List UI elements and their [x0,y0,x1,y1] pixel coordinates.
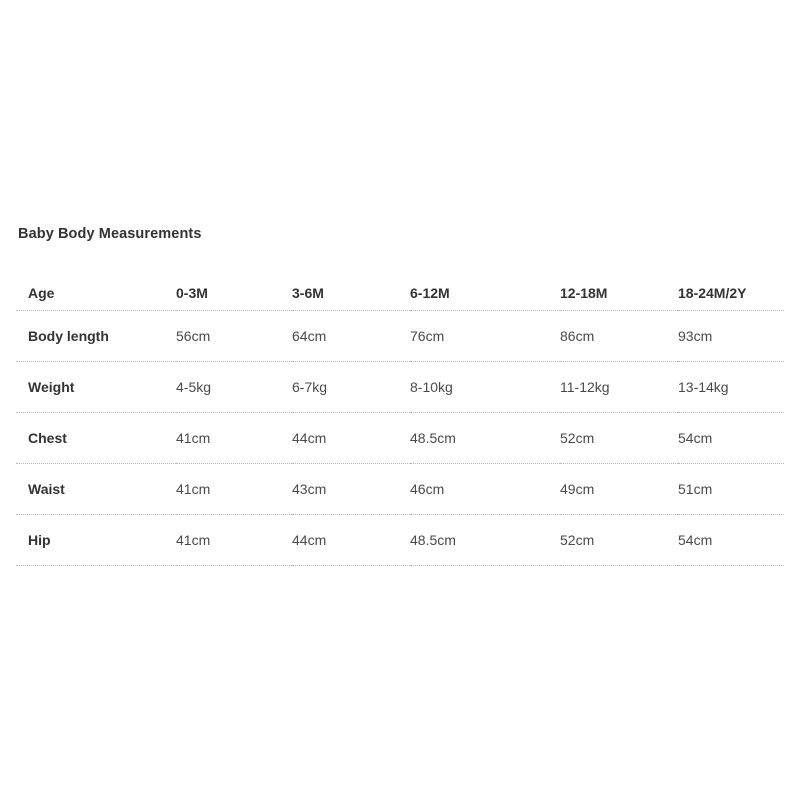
row-label-body-length: Body length [28,328,109,344]
cell-body-length-6-12m: 76cm [410,328,445,344]
table-header-row [16,276,784,311]
cell-weight-6-12m: 8-10kg [410,379,453,395]
cell-chest-6-12m: 48.5cm [410,430,456,446]
table-row [16,413,784,464]
column-header-age: Age [28,285,55,301]
table-header [16,276,784,311]
cell-waist-6-12m: 46cm [410,481,445,497]
cell-weight-12-18m: 11-12kg [560,379,610,395]
column-header-6-12m: 6-12M [410,285,450,301]
row-label-chest: Chest [28,430,67,446]
cell-waist-0-3m: 41cm [176,481,211,497]
cell-chest-3-6m: 44cm [292,430,327,446]
table-row [16,464,784,515]
column-header-12-18m: 12-18M [560,285,608,301]
column-header-18-24m-2y: 18-24M/2Y [678,285,747,301]
table-body [16,311,784,566]
column-header-3-6m: 3-6M [292,285,324,301]
cell-hip-0-3m: 41cm [176,532,211,548]
row-label-hip: Hip [28,532,51,548]
cell-body-length-12-18m: 86cm [560,328,595,344]
table-row [16,311,784,362]
cell-waist-3-6m: 43cm [292,481,327,497]
cell-body-length-3-6m: 64cm [292,328,327,344]
row-label-waist: Waist [28,481,65,497]
cell-waist-12-18m: 49cm [560,481,595,497]
baby-measurements-table [16,276,784,566]
cell-body-length-0-3m: 56cm [176,328,211,344]
cell-chest-0-3m: 41cm [176,430,211,446]
page-title: Baby Body Measurements [18,226,202,242]
cell-chest-18-24m-2y: 54cm [678,430,713,446]
cell-weight-3-6m: 6-7kg [292,379,328,395]
cell-hip-12-18m: 52cm [560,532,595,548]
cell-hip-18-24m-2y: 54cm [678,532,713,548]
cell-body-length-18-24m-2y: 93cm [678,328,713,344]
table-row [16,362,784,413]
measurements-section [16,226,784,566]
cell-weight-0-3m: 4-5kg [176,379,212,395]
cell-hip-6-12m: 48.5cm [410,532,456,548]
column-header-0-3m: 0-3M [176,285,208,301]
cell-waist-18-24m-2y: 51cm [678,481,713,497]
cell-chest-12-18m: 52cm [560,430,595,446]
table-row [16,515,784,566]
row-label-weight: Weight [28,379,75,395]
cell-hip-3-6m: 44cm [292,532,327,548]
cell-weight-18-24m-2y: 13-14kg [678,379,729,395]
